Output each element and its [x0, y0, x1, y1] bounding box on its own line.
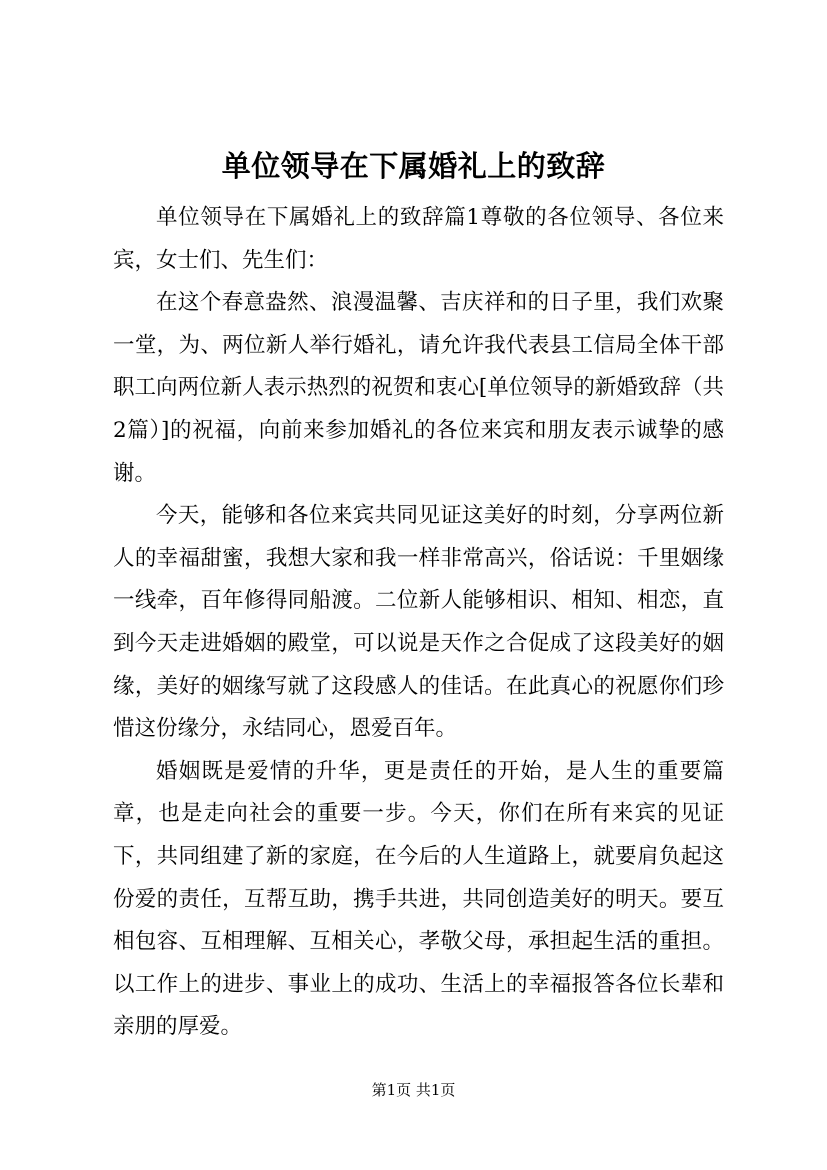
document-body: [113, 197, 724, 1049]
page-number-footer: 第1页 共1页: [371, 1081, 456, 1099]
document-title: 单位领导在下属婚礼上的致辞: [221, 149, 606, 183]
paragraph: 单位领导在下属婚礼上的致辞篇1尊敬的各位领导、各位来宾，女士们、先生们：: [113, 205, 724, 273]
paragraph: 婚姻既是爱情的升华，更是责任的开始，是人生的重要篇章，也是走向社会的重要一步。今天，你们在所有来宾的见证下，共同组建了新的家庭，在今后的人生道路上，就要肩负起这份爱的责任，互帮互助，携手共进，共同创造美好的明天。要互相包容、互相理解、互相关心，孝敬父母，承担起生活的重担。以工作上的进步、事业上的成功、生活上的幸福报答各位长辈和亲朋的厚爱。: [113, 758, 724, 1040]
paragraph: 在这个春意盎然、浪漫温馨、吉庆祥和的日子里，我们欢聚一堂，为、两位新人举行婚礼，请允许我代表县工信局全体干部职工向两位新人表示热烈的祝贺和衷心[单位领导的新婚致辞（共2篇）]的祝福，向前来参加婚礼的各位来宾和朋友表示诚挚的感谢。: [113, 290, 724, 486]
paragraph: 今天，能够和各位来宾共同见证这美好的时刻，分享两位新人的幸福甜蜜，我想大家和我一样非常高兴，俗话说：千里姻缘一线牵，百年修得同船渡。二位新人能够相识、相知、相恋，直到今天走进婚姻的殿堂，可以说是天作之合促成了这段美好的姻缘，美好的姻缘写就了这段感人的佳话。在此真心的祝愿你们珍惜这份缘分，永结同心，恩爱百年。: [113, 503, 724, 742]
